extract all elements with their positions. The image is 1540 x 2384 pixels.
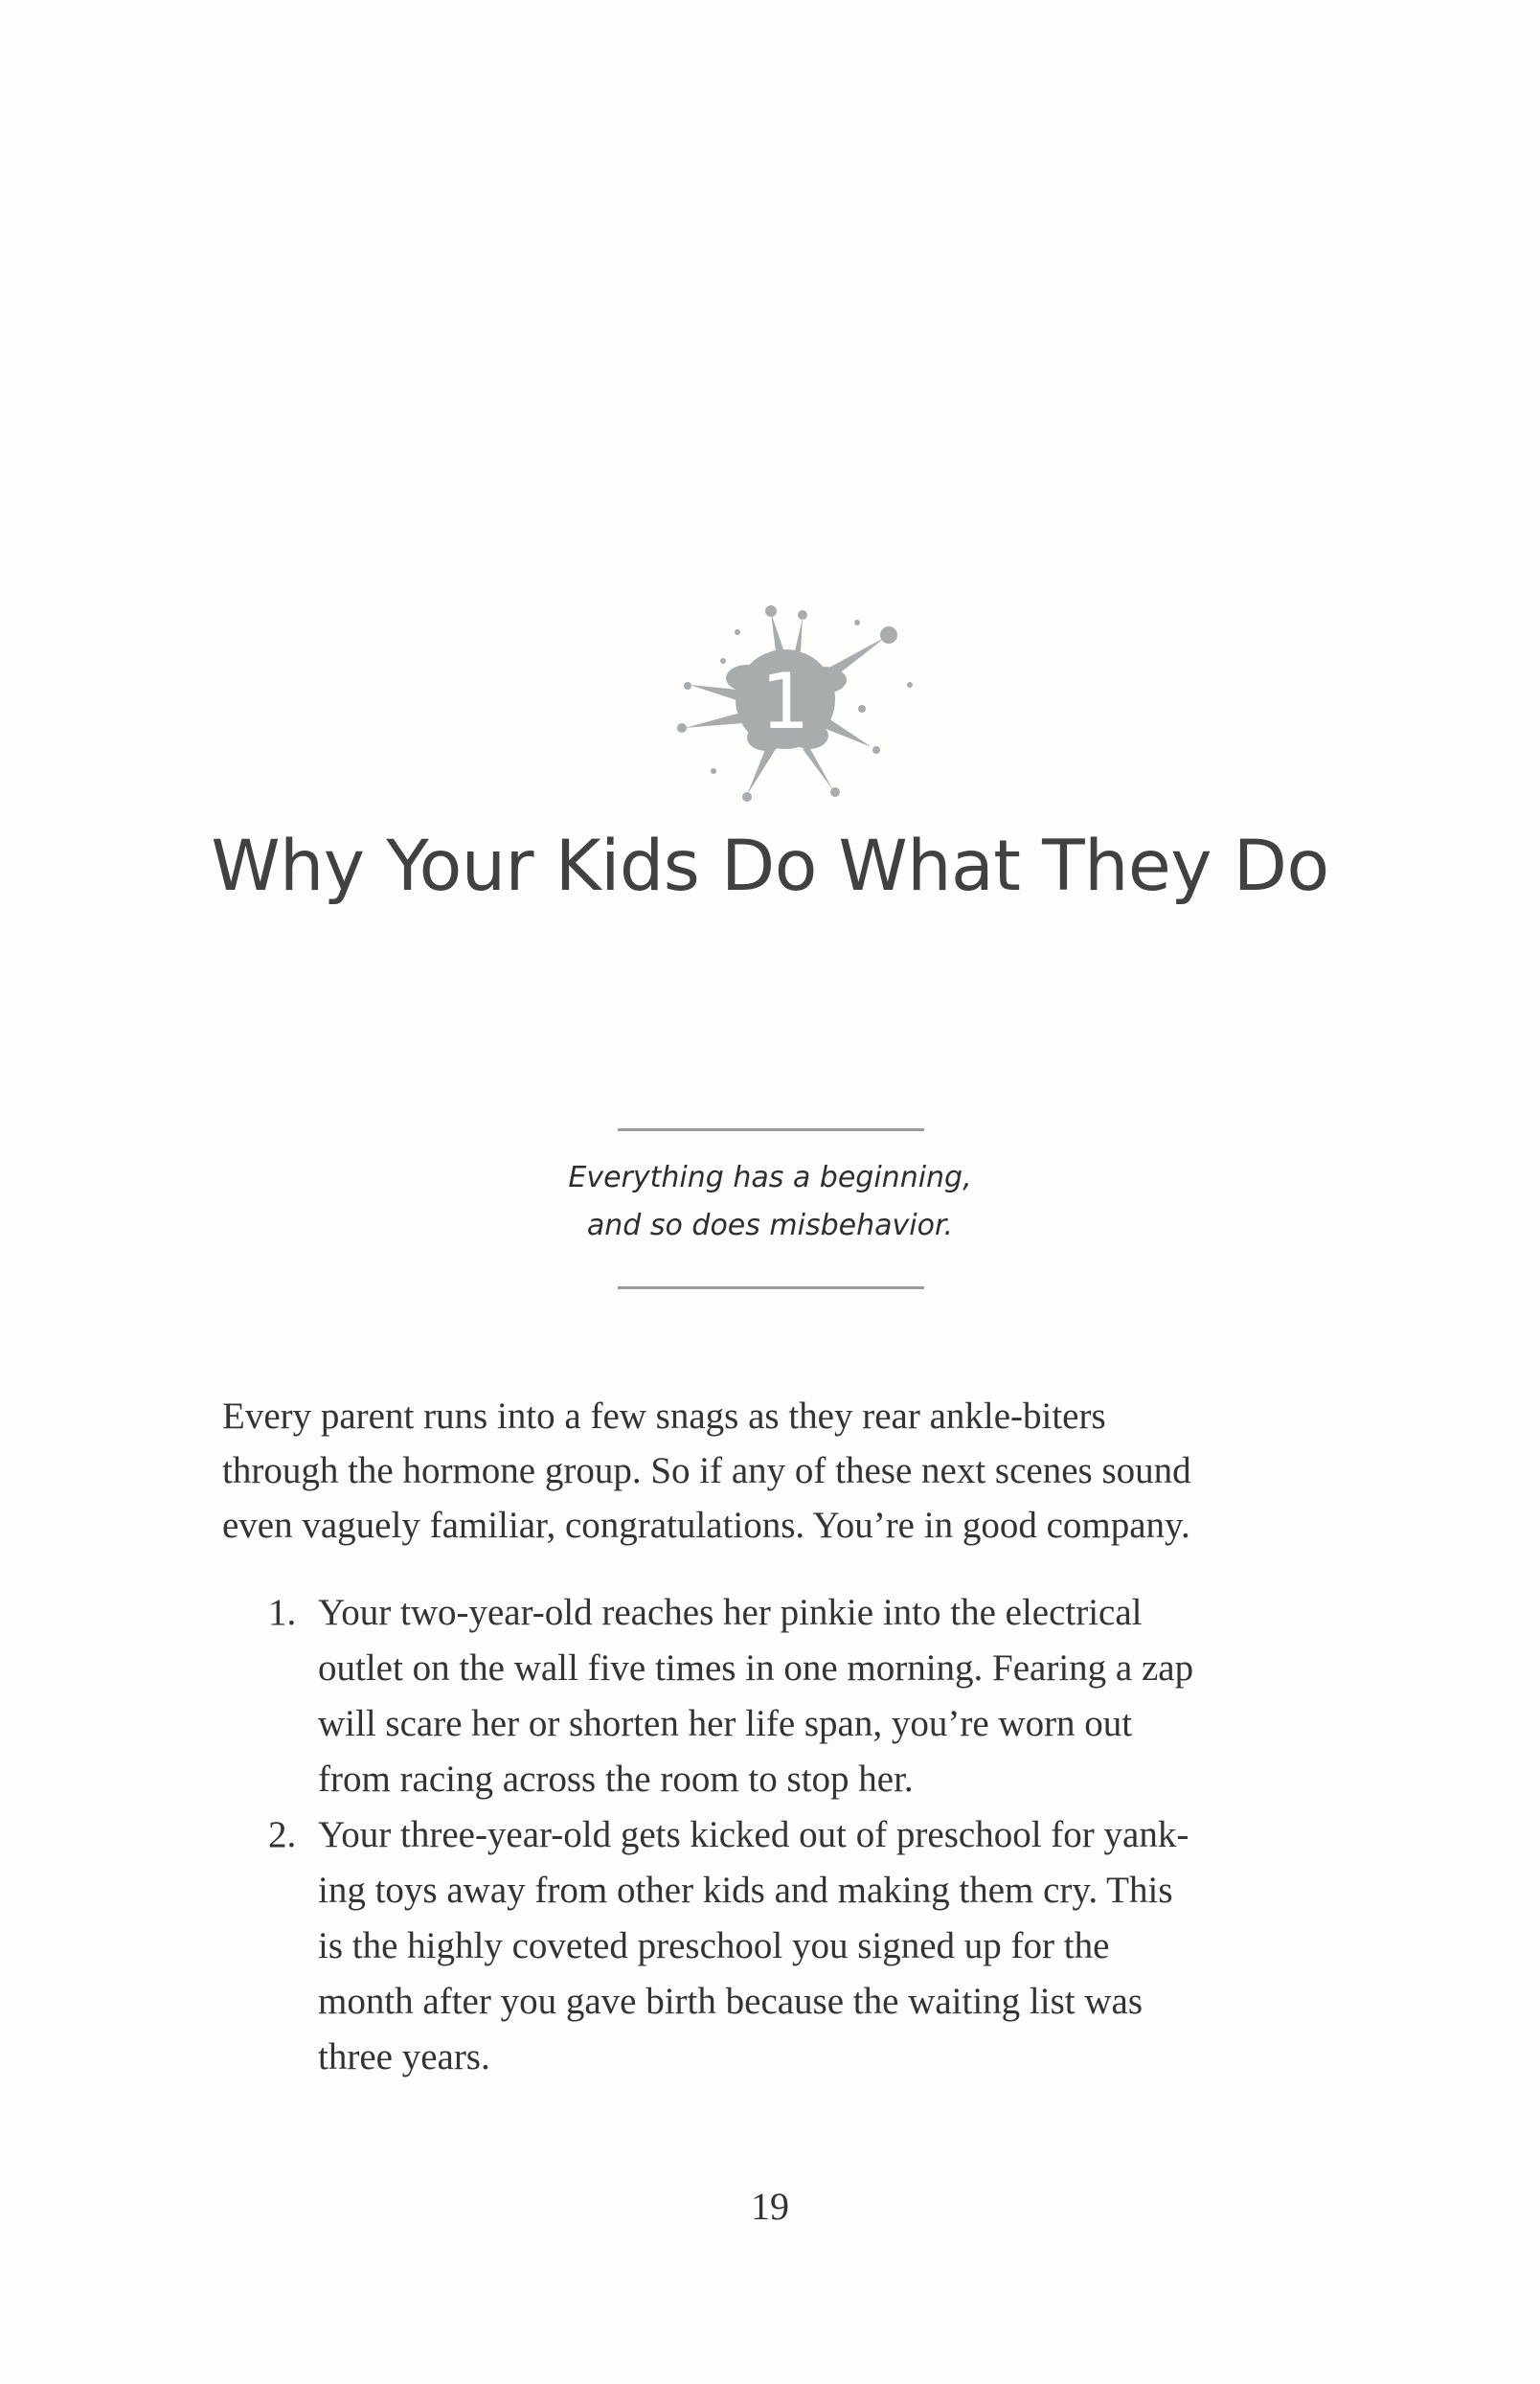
list-item-number: 1.	[268, 1592, 297, 1633]
list-item	[268, 1585, 1322, 1807]
list-item	[268, 1807, 1322, 2085]
epigraph-bottom-rule	[618, 1286, 924, 1289]
intro-line: Every parent runs into a few snags as they rear ankle-biters	[222, 1396, 1106, 1437]
list-item-line: will scare her or shorten her life span, you’re worn out	[318, 1703, 1133, 1744]
epigraph	[0, 1154, 1540, 1250]
intro-line: through the hormone group. So if any of these next scenes sound	[222, 1450, 1191, 1491]
intro-line: even vaguely familiar, congratulations. You’re in good company.	[222, 1505, 1190, 1546]
page-number: 19	[751, 2185, 789, 2228]
epigraph-top-rule	[618, 1128, 924, 1131]
list-item-line: ing toys away from other kids and making them cry. This	[318, 1870, 1173, 1911]
chapter-title: Why Your Kids Do What They Do	[211, 826, 1329, 907]
list-item-line: three years.	[318, 2036, 490, 2077]
chapter-number: 1	[760, 657, 810, 746]
list-item-line: outlet on the wall five times in one morning. Fearing a zap	[318, 1647, 1194, 1689]
intro-paragraph	[222, 1389, 1320, 1553]
list-item-line: month after you gave birth because the waiting list was	[318, 1981, 1144, 2022]
list-item-line: from racing across the room to stop her.	[318, 1759, 914, 1800]
epigraph-line-1: Everything has a beginning,	[568, 1161, 972, 1194]
epigraph-line-2: and so does misbehavior.	[586, 1209, 954, 1242]
list-item-line: Your two-year-old reaches her pinkie into the electrical	[318, 1592, 1143, 1633]
list-item-line: Your three-year-old gets kicked out of preschool for yank-	[318, 1814, 1189, 1855]
chapter-number-splat-icon	[632, 594, 939, 824]
list-item-line: is the highly coveted preschool you signed up for the	[318, 1925, 1110, 1966]
list-item-number: 2.	[268, 1814, 297, 1855]
numbered-list	[268, 1585, 1322, 2085]
